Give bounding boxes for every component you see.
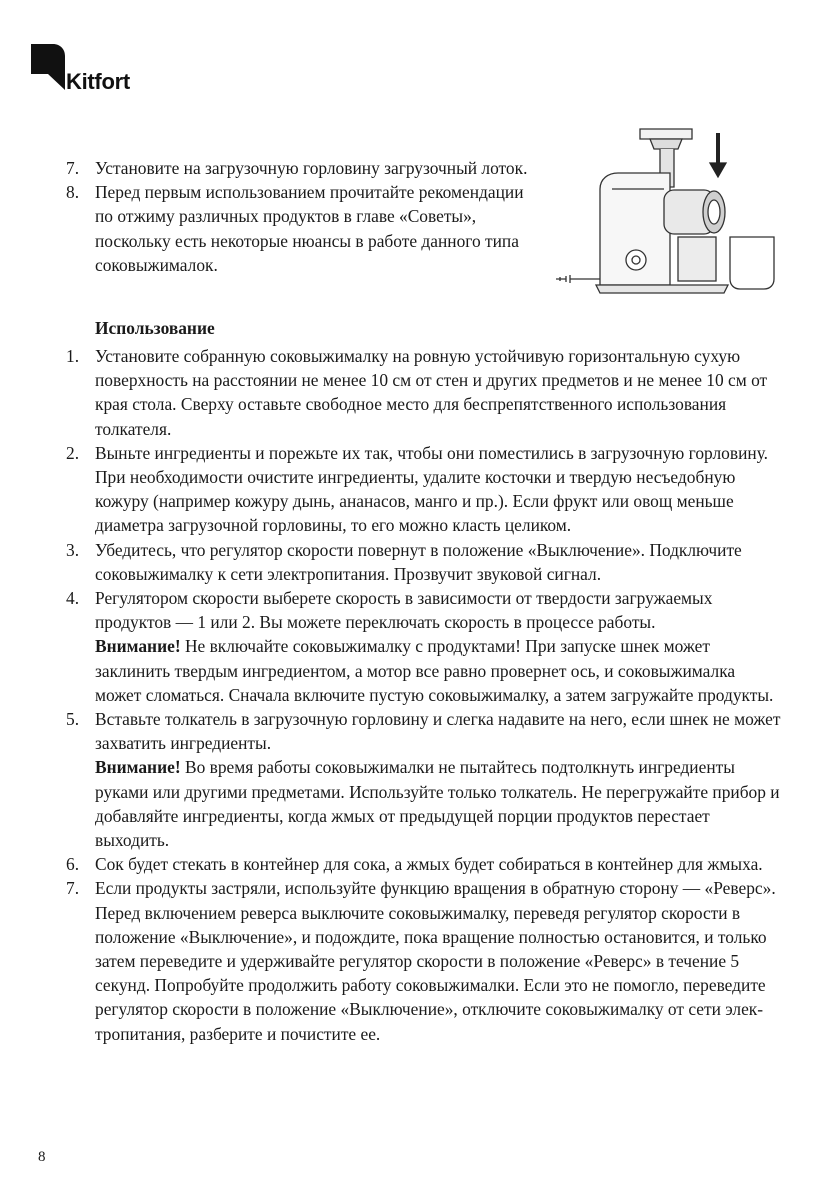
item-number: 6. [66, 854, 80, 875]
list-item [66, 707, 784, 852]
warning-paragraph [95, 755, 784, 852]
warning-label: Внимание! [95, 636, 181, 657]
list-item [66, 876, 784, 1045]
item-number: 3. [66, 539, 80, 560]
item-number: 4. [66, 588, 80, 609]
item-body [95, 707, 784, 852]
item-number: 7. [66, 158, 80, 178]
usage-steps-list [66, 344, 784, 1046]
item-body [95, 586, 784, 707]
kitfort-logo-icon [31, 44, 65, 90]
item-text: Установите собранную соковыжималку на ровную устойчивую горизонтальную сухую поверхность на расстоянии не менее 10 см от стен и других предметов и не менее 10 см от края стола. Сверху оставьте свободное место для беспрепятственного использования толкателя. [95, 346, 768, 439]
warning-label: Внимание! [95, 757, 181, 778]
warning-text: Во время работы соковыжималки не пытайтесь подтолкнуть ингредиенты руками или другими предметами. Используйте только толкатель. Не перегружайте прибор и добавляйте ингредиенты, когда жмых от предыдущей порции продуктов перестает выходить. [95, 757, 780, 851]
page-number: 8 [38, 1149, 46, 1165]
item-text: Перед первым использованием прочитайте рекомендации по отжиму различных продуктов в главе «Советы», поскольку есть некоторые нюансы в работе данного типа соковыжималок. [95, 182, 524, 275]
list-item [66, 586, 784, 707]
list-item [66, 180, 536, 277]
item-number: 1. [66, 346, 80, 366]
list-item [66, 852, 784, 876]
item-number: 8. [66, 182, 80, 203]
item-text: Выньте ингредиенты и порежьте их так, чтобы они поместились в загрузочную горловину. При необходимости очистите ингредиенты, удалите косточки и твердую несъедобную кожуру (например кожуру дынь, ананасов, манго и пр.). Если фрукт или овощ меньше диаметра загрузочной горловины, то его можно класть целиком. [95, 442, 769, 536]
brand-name: Kitfort [66, 69, 130, 94]
juicer-illustration [552, 127, 782, 295]
item-number: 7. [66, 878, 80, 899]
item-text: Убедитесь, что регулятор скорости повернут в положение «Выключение». Подключите соковыжималку к сети электропитания. Прозвучит звуковой сигнал. [95, 539, 742, 584]
item-text: Вставьте толкатель в загрузочную горловину и слегка надавите на него, если шнек не может захватить ингредиенты. [95, 709, 781, 754]
setup-steps-list [66, 156, 536, 277]
list-item [66, 538, 784, 586]
list-item [66, 344, 784, 441]
item-text: Если продукты застряли, используйте функцию вращения в обратную сторону — «Реверс». Перед включением реверса выключите соковыжималку, переведя регулятор скорости в положение «Выключение», и подождите, пока вращение полностью остановится, и только затем переведите и удерживайте регулятор скорости в положение «Реверс» в течение 5 секунд. Попробуйте продолжить работу соковыжималки. Если это не помогло, переведите регулятор скорости в положение «Выключение», отключите соковыжималку от сети электропитания, разберите и почистите ее. [95, 878, 776, 1044]
section-title: Использование [95, 318, 215, 338]
item-text: Установите на загрузочную горловину загрузочный лоток. [95, 158, 528, 178]
item-text: Сок будет стекать в контейнер для сока, а жмых будет собираться в контейнер для жмыха. [95, 854, 763, 875]
item-number: 2. [66, 442, 80, 463]
item-number: 5. [66, 709, 80, 730]
item-text: Регулятором скорости выберете скорость в зависимости от твердости загружаемых продуктов — 1 или 2. Вы можете переключать скорость в процессе работы. [95, 588, 713, 633]
warning-text: Не включайте соковыжималку с продуктами! При запуске шнек может заклинить твердым ингредиентом, а мотор все равно провернет ось, и соковыжималка может сломаться. Сначала включите пустую соковыжималку, а затем загружайте продукты. [95, 636, 774, 705]
warning-paragraph [95, 634, 784, 707]
list-item [66, 156, 536, 180]
list-item [66, 441, 784, 538]
